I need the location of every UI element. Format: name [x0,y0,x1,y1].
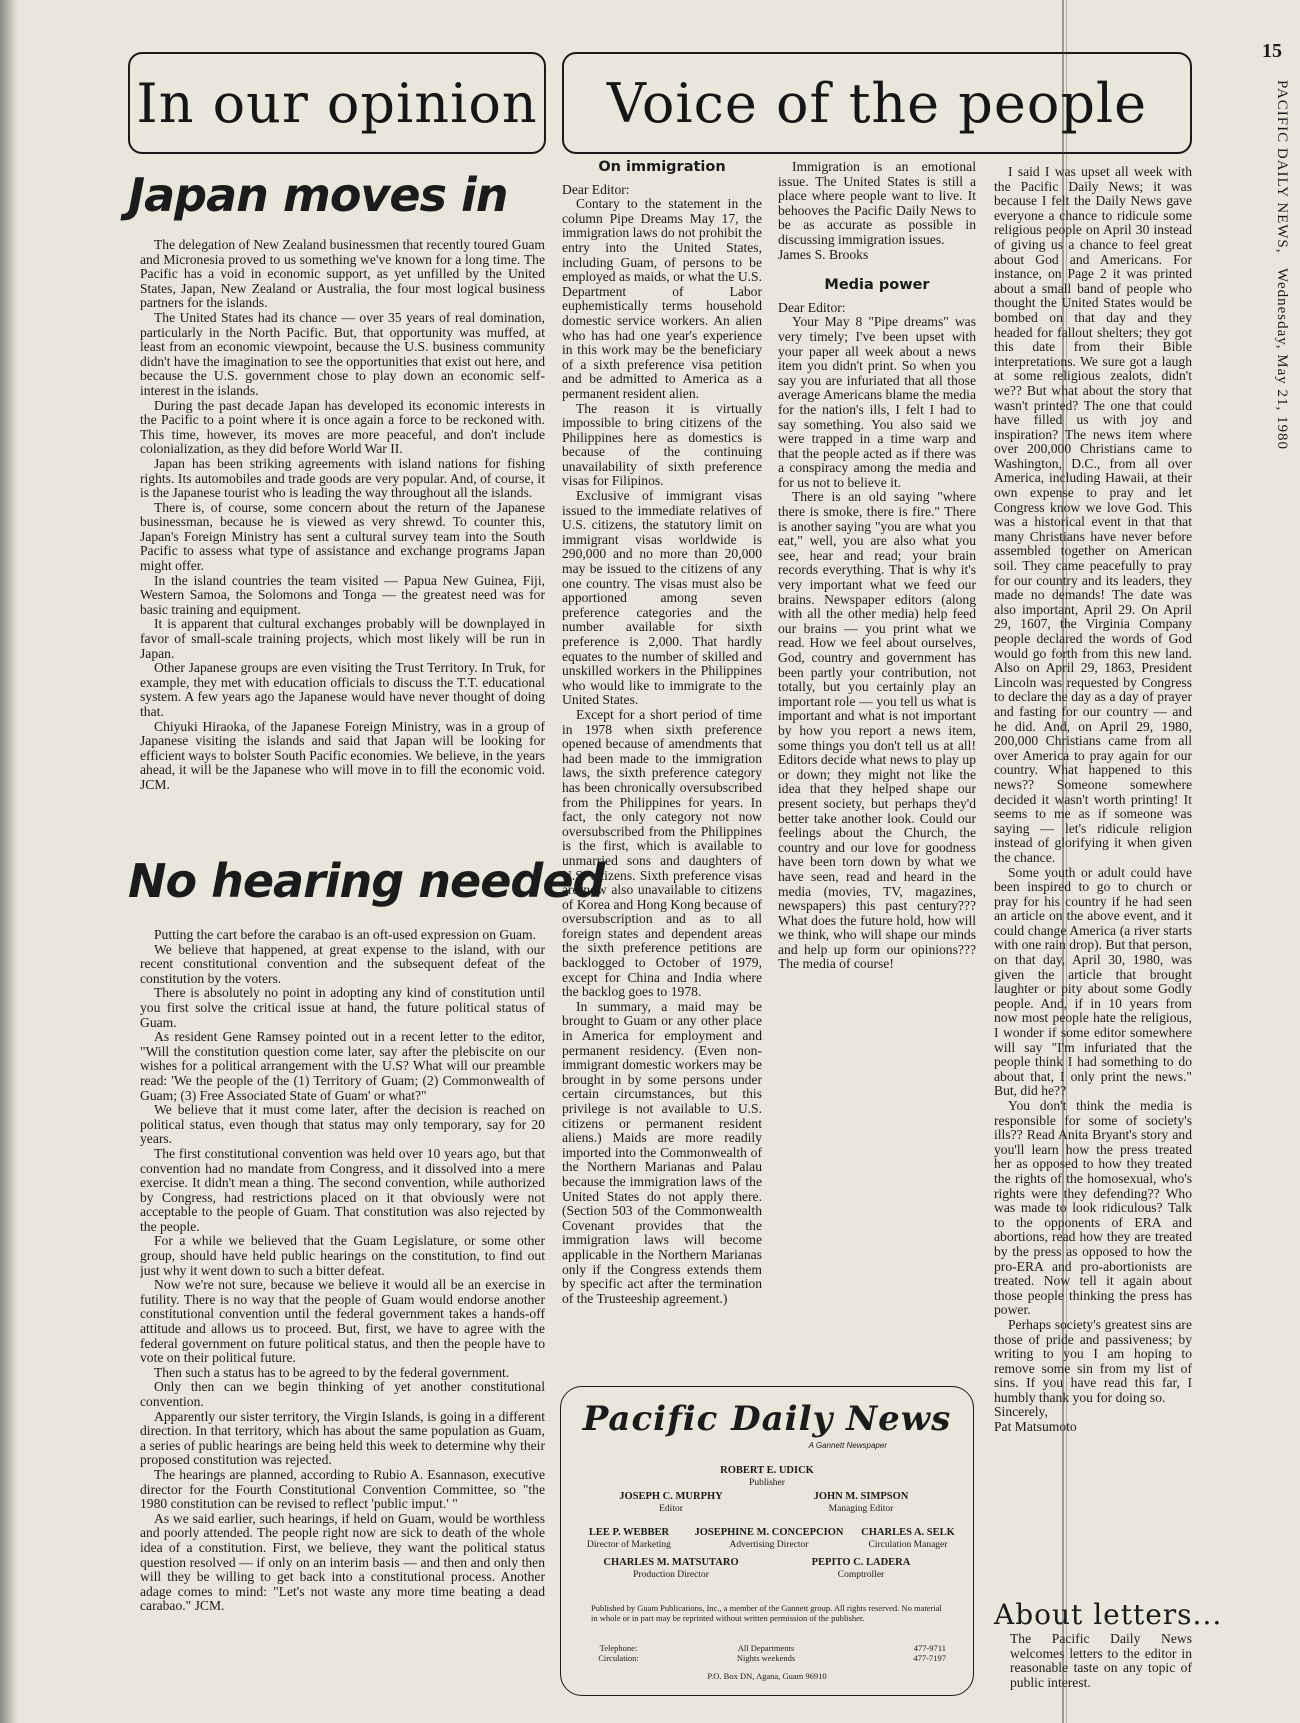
telephone-dept: All Departments [737,1643,795,1653]
editorial-1-paragraph: It is apparent that cultural exchanges probably will be downplayed in favor of small-scale training projects, which most likely will be run in Japan. [140,616,545,661]
letter-column-3 [994,165,1192,1605]
editorial-2-title: No hearing needed [128,854,605,908]
letter-column-2 [778,160,976,1370]
letter-salutation: Dear Editor: [562,181,630,197]
letters-banner: Voice of the people [562,52,1192,154]
page-fold-line [1066,0,1067,1723]
editorial-1-paragraph: The United States had its chance — over 35 years of real domination, particularly in the North Pacific. But, that opportunity was muffed, at least from an economic viewpoint, because the U.S. business community didn't have the imagination to see the opportunities that exist out here, and because the U.S. government chose to play down an economic self-interest in the islands. [140,309,545,398]
issue-date: Wednesday, May 21, 1980 [1274,268,1290,451]
editorial-2-paragraph: For a while we believed that the Guam Legislature, or some other group, should have held public hearings on the constitution, to find out just why it went down to such a bitter defeat. [140,1233,545,1278]
editorial-2-paragraph: Apparently our sister territory, the Virgin Islands, is going in a different direction. In that territory, which has about the same population as Guam, a series of public hearings are being held this week to determine why their proposed constitution was rejected. [140,1408,545,1468]
staff-role: Advertising Director [729,1540,809,1550]
staff-role: Comptroller [837,1570,885,1580]
telephone-row [591,1643,946,1653]
staff-role: Publisher [749,1478,785,1488]
staff-publisher [561,1465,973,1489]
contact-info [591,1643,946,1663]
staff-marketing [569,1527,689,1551]
editorial-2-paragraph: The hearings are planned, according to Rubio A. Esannason, executive director for the Fourth Constitutional Convention Committee, so "the 1980 constitution can be revised to reflect 'public imput.' " [140,1466,545,1512]
staff-name: PEPITO C. LADERA [811,1557,911,1568]
scan-edge-shadow [0,0,18,1723]
editorial-2-paragraph: We believe that it must come later, after the decision is reached on political status, even though that status may only temporary, say for 20 years. [140,1102,545,1147]
staff-advertising [689,1527,849,1551]
staff-role: Managing Editor [828,1504,894,1514]
editorial-2-paragraph: Putting the cart before the carabao is an oft-used expression on Guam. [154,928,537,942]
staff-name: JOSEPH C. MURPHY [619,1491,723,1502]
letter-heading: On immigration [598,160,726,175]
staff-name: JOSEPHINE M. CONCEPCION [694,1527,844,1538]
letter-paragraph: Some youth or adult could have been inspired to go to church or pray for his country if he had seen an article on the above event, and it could change America (a river starts with one rain drop). But that person, on that day, April 30, 1980, was given the article that brought laughter or pity about some Godly people. And, if in 10 years from now most people hate the religious, I wonder if some editor somewhere will say "I'm infuriated that the people think I had something to do about that, I only print the news." But, did he?? [994,864,1192,1099]
editorial-2-paragraph: Only then can we begin thinking of yet another constitutional convention. [140,1379,545,1409]
staff-editor [581,1491,761,1515]
staff-role: Director of Marketing [587,1540,671,1550]
letter-paragraph: Perhaps society's greatest sins are those of pride and passiveness; by writing to you I am hoping to remove some sin from my list of sins. If you have read this far, I humbly thank you for doing so. [994,1316,1192,1405]
letter-signature: Pat Matsumoto [994,1419,1077,1435]
staff-name: CHARLES A. SELK [861,1527,955,1538]
staff-name: JOHN M. SIMPSON [813,1491,909,1502]
staff-comptroller [771,1557,951,1581]
letter-paragraph: Exclusive of immigrant visas issued to the immediate relatives of U.S. citizens, the statutory limit on immigrant visas worldwide is 290,000 and no more than 20,000 may be issued to the citizens of any one country. The visas must also be apportioned among seven preference categories and the number available for sixth preference is 2,000. That hardly equates to the number of skilled and unskilled workers in the Philippines who would like to immigrate to the United States. [562,488,762,708]
editorial-1-paragraph: During the past decade Japan has developed its economic interests in the Pacific to a point where it is once again a force to be reckoned with. This time, however, its moves are more peaceful, and don't include colonialization, as they did before World War II. [140,397,545,457]
staff-role: Editor [659,1504,683,1514]
editorial-1-paragraph: In the island countries the team visited — Papua New Guinea, Fiji, Western Samoa, the Solomons and Tonga — the greatest need was for basic training and equipment. [140,572,545,617]
editorial-2-paragraph: Then such a status has to be agreed to by the federal government. [154,1364,510,1380]
editorial-1-paragraph: Japan has been striking agreements with island nations for fishing rights. Its automobiles and trade goods are very popular. And, of course, it is the Japanese tourist who is leading the way throughout all the islands. [140,455,545,501]
letter-signature: James S. Brooks [778,246,869,262]
letter-paragraph: The reason it is virtually impossible to bring citizens of the Philippines here as domestics is because of the continuing unavailability of sixth preference visas for Filipinos. [562,400,762,489]
masthead-title: Pacific Daily News [582,1399,952,1439]
editorial-2-paragraph: As we said earlier, such hearings, if held on Guam, would be worthless and poorly attended. The people right now are sick to death of the whole idea of a constitution. First, we believe, they want the political status question resolved — if only on an interim basis — and then and only then will they be willing to get back into a constitutional process. Another adage comes to mind: "Let's not waste any more time beating a dead carabao." JCM. [140,1510,545,1614]
about-letters-title: About letters... [994,1598,1223,1631]
letter-paragraph: In summary, a maid may be brought to Guam or any other place in America for employment and permanent residency. (Even non-immigrant domestic workers may be brought in by some persons under certain circumstances, but this privilege is not available to U.S. citizens or permanent resident aliens.) Maids are more readily imported into the Commonwealth of the Northern Marianas and Palau because the immigration laws of the United States do not apply there. (Section 503 of the Commonwealth Covenant provides that the immigration laws will become applicable in the Northern Marianas only if the Congress extends them by specific act after the termination of the Trusteeship agreement.) [562,998,762,1306]
editorial-2-body [140,928,545,1688]
letter-paragraph: Except for a short period of time in 1978 when sixth preference opened because of amendments that had been made to the immigration laws, the sixth preference category has been chronically oversubscribed from the Philippines for years. In fact, the only category not now oversubscribed from the Philippines is the first, which is available to unmarried sons and daughters of U.S. citizens. Sixth preference visas are now also unavailable to citizens of Korea and Hong Kong because of oversubscription and as to all foreign states and dependent areas the sixth preference petitions are backlogged to October of 1979, except for China and India where the backlog goes to 1978. [562,706,762,1000]
editorial-2-paragraph: The first constitutional convention was held over 10 years ago, but that convention had no mandate from Congress, and it dissolved into a mere exercise. It didn't mean a thing. The second convention, while authorized by Congress, had restrictions placed on it that obviously were not acceptable to the people of Guam. That constitution was also rejected by the people. [140,1145,545,1234]
letter-salutation: Dear Editor: [778,299,846,315]
staff-name: LEE P. WEBBER [588,1527,670,1538]
editorial-2-paragraph: As resident Gene Ramsey pointed out in a recent letter to the editor, "Will the constitution question come later, say after the plebiscite on our wishes for a political arrangement with the U.S? What will our preamble read: 'We the people of the (1) Territory of Guam; (2) Commonwealth of Guam; (3) Free Associated State of Guam' or what?" [140,1029,545,1103]
letter-paragraph: Contary to the statement in the column Pipe Dreams May 17, the immigration laws do not prohibit the entry into the United States, including Guam, of persons to be employed as maids, or what the U.S. Department of Labor euphemistically terms household domestic service workers. An alien who has had one year's experience in this work may be the beneficiary of a sixth preference visa petition and be admitted to America as a permanent resident alien. [562,196,762,401]
telephone-number: 477-9711 [913,1643,946,1653]
page-number: 15 [1262,40,1282,62]
editorial-2-paragraph: Now we're not sure, because we believe it would all be an exercise in futility. There is no way that the people of Guam would endorse another constitutional convention until the federal government takes a hands-off attitude and allows us to proceed. But, first, we have to agree with the federal government on future political status, and then the people have to vote on their political future. [140,1277,545,1366]
editorial-2-paragraph: There is absolutely no point in adopting any kind of constitution until you first solve the critical issue at hand, the future political status of Guam. [140,985,545,1030]
letter-paragraph: Your May 8 "Pipe dreams" was very timely; I've been upset with your paper all week about a news item you didn't print. So when you say you are infuriated that all those average Americans blame the media for the nation's ills, I felt I had to say something. You also said we were trapped in a time warp and that the people acted as if there was a conspiracy among the media and for us not to believe it. [778,314,976,490]
circulation-label: Circulation: [598,1653,639,1663]
letter-paragraph: I said I was upset all week with the Pacific Daily News; it was because I felt the Daily News gave everyone a chance to ridicule some religious people on April 30 instead of giving us a chance to feel great about God and Americans. For instance, on Page 2 it was printed about a small band of people who thought the United States would be bombed on that day and they headed for fallout shelters; they got this date from their Bible interpretations. We sure got a laugh at some religious zealots, didn't we?? But what about the story that wasn't printed? The one that could have filled us with joy and inspiration? The news item where over 200,000 Christians came to Washington, D.C., from all over America, including Hawaii, at their own expense to pray and let Congress know we love God. This was a historical event in that that many Christians have never before assembled together on American soil. They came peacefully to pray for our country and its leaders, they made no demands! The date was also important, April 29. On April 29, 1607, the Virginia Company people declared the words of God would go forth from this new land. Also on April 29, 1863, President Lincoln was requested by Congress to declare the day as a day of prayer and fasting for our country — and he did. And, on April 29, 1980, 200,000 Christians came from all over America to pray again for our country. What happened to this news?? Someone somewhere decided it wasn't worth printing! It seems to me as if someone was saying — let's ridicule religion instead of glorifying it when given the chance. [994,165,1192,865]
editorial-2-paragraph: We believe that happened, at great expense to the island, with our recent constitutional convention and the subsequent defeat of the constitution by the voters. [140,941,545,986]
editorial-1-paragraph: Other Japanese groups are even visiting the Trust Territory. In Truk, for example, they met with education officials to discuss the T.T. educational system. A few years ago the Japanese would have never thought of doing that. [140,660,545,719]
masthead-tagline: A Gannett Newspaper [808,1441,887,1450]
circulation-hours: Nights weekends [736,1653,796,1663]
editorial-1-paragraph: There is, of course, some concern about the return of the Japanese businessman, because he is viewed as very shrewd. To counter this, Japan's Foreign Ministry has sent a cultural survey team into the South Pacific to assess what type of assistance and exchange programs Japan might offer. [140,499,545,574]
letter-immigration [562,160,762,1370]
postal-address: P.O. Box DN, Agana, Guam 96910 [707,1671,827,1681]
staff-managing-editor [771,1491,951,1515]
staff-role: Production Director [633,1570,709,1580]
editorial-1-title: Japan moves in [128,168,508,222]
publication-notice: Published by Guam Publications, Inc., a member of the Gannett group. All rights reserved. No material in whole or in part may be reprinted without written permission of the publisher. [591,1603,942,1623]
circulation-number: 477-7197 [913,1653,946,1663]
staff-role: Circulation Manager [868,1540,948,1550]
letter-heading: Media power [824,277,930,294]
page-fold-line [1062,0,1064,1723]
letter-paragraph: There is an old saying "where there is smoke, there is fire." There is another saying "you are what you eat," well, you are also what you see, hear and read; your brain records everything. That is why it's very important what we feed our brains. Newspaper editors (along with all the other media) help feed our brains — you print what we read. How we feel about ourselves, God, country and government has been partly your contribution, not totally, but you certainly play an important role — you tell us what is important and what is not important by how you report a news item, some things you don't tell us at all! Editors decide what news to play up or down; they might not like the idea that they helped shape our present society, but perhaps they'd better take another look. Could our feelings about the Church, the country and our love for goodness have been torn down by what we have seen, read and heard in the media (movies, TV, magazines, newspapers) this past century??? What does the future hold, how will we think, who will shape our minds and help up form our opinions??? The media of course! [778,489,976,972]
circulation-row [591,1653,946,1663]
editorial-1-paragraph: Chiyuki Hiraoka, of the Japanese Foreign Ministry, was in a group of Japanese visiting the islands and said that Japan will be looking for efficient ways to bolster South Pacific economies. We believe, in the years ahead, it will be the Japanese who will move in to fill the economic void. JCM. [140,718,545,792]
editorial-1-body [140,238,545,832]
staff-name: ROBERT E. UDICK [720,1465,814,1476]
paper-name: PACIFIC DAILY NEWS, [1274,80,1290,254]
letter-paragraph: Immigration is an emotional issue. The United States is still a place where people want to live. It behooves the Pacific Daily News to be as accurate as possible in discussing immigration issues. [778,160,976,247]
editorial-1-paragraph: The delegation of New Zealand businessmen that recently toured Guam and Micronesia proved to us something we've known for a long time. The Pacific has a void in economic support, as yet unfilled by the United States, Japan, New Zealand or Australia, the four most logical business partners for the islands. [140,238,545,311]
letter-closing: Sincerely, [994,1404,1048,1420]
running-header [1260,80,1290,451]
staff-name: CHARLES M. MATSUTARO [603,1557,739,1568]
staff-circulation [849,1527,967,1551]
opinion-banner: In our opinion [128,52,546,154]
staff-production [581,1557,761,1581]
masthead-box [560,1386,974,1696]
telephone-label: Telephone: [599,1643,638,1653]
about-letters-text: The Pacific Daily News welcomes letters to the editor in reasonable taste on any topic of public interest. [1010,1631,1192,1690]
letter-paragraph: You don't think the media is responsible for some of society's ills?? Read Anita Bryant's story and you'll learn how the press treated her as opposed to how they treated the rights of the homosexual, who's rights were they defending?? Who was made to look ridiculous? Talk to the opponents of ERA and abortions, read how they are treated by the press as opposed to how the pro-ERA and pro-abortionists are treated. Now tell it again about those people thinking the press has power. [994,1098,1192,1318]
